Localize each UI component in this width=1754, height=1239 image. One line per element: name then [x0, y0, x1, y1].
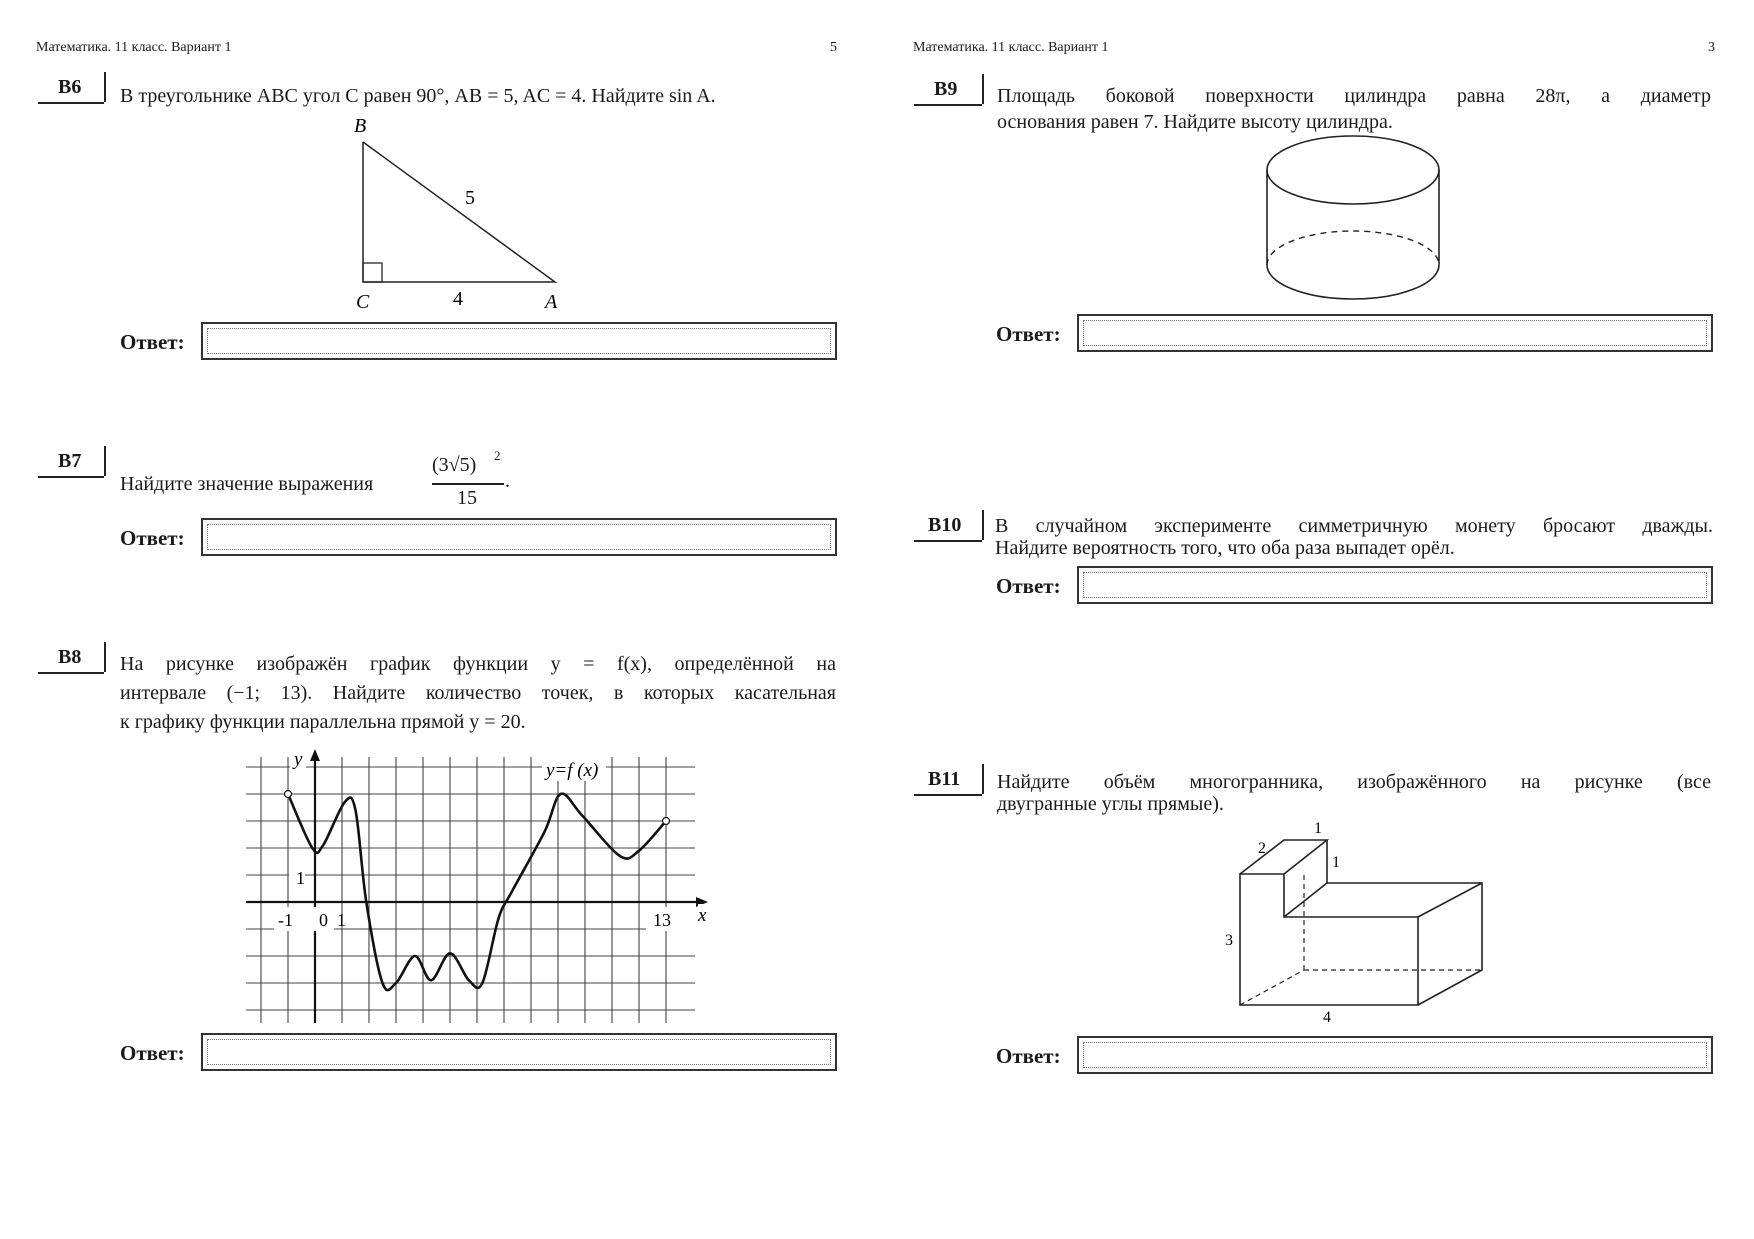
- left-page-header: Математика. 11 класс. Вариант 1: [36, 40, 232, 55]
- x-axis-label: x: [698, 905, 707, 926]
- task-number-b9: B9: [934, 78, 958, 100]
- edge-label-4: 4: [1323, 1009, 1331, 1026]
- answer-label-b11: Ответ:: [996, 1044, 1061, 1068]
- fraction-bar: [432, 483, 504, 485]
- edge-label-3: 3: [1225, 932, 1233, 949]
- task-text-b11-line2: двугранные углы прямые).: [997, 793, 1224, 815]
- right-page-header: Математика. 11 класс. Вариант 1: [913, 40, 1109, 55]
- task-text-b8-line1: На рисунке изображён график функции y = f(x), определённой на: [120, 653, 836, 675]
- task-text-b10-line2: Найдите вероятность того, что оба раза выпадет орёл.: [995, 537, 1455, 559]
- answer-box-b7[interactable]: [201, 518, 837, 556]
- endpoint-right: [663, 818, 670, 825]
- task-number-b7: B7: [58, 450, 82, 472]
- task-text-b8-line3: к графику функции параллельна прямой y = 20.: [120, 711, 526, 733]
- task-text-b11-line1: Найдите объём многогранника, изображённого на рисунке (все: [997, 771, 1711, 793]
- task-number-b8: B8: [58, 646, 82, 668]
- vertex-b-label: B: [354, 115, 367, 137]
- task-text-b7: Найдите значение выражения: [120, 473, 374, 495]
- task-number-b10: B10: [928, 514, 962, 536]
- task-number-b11: B11: [928, 768, 961, 790]
- task-text-b9-line1: Площадь боковой поверхности цилиндра равна 28π, а диаметр: [997, 85, 1711, 107]
- right-triangle-figure: [340, 110, 580, 315]
- fraction-exponent: 2: [494, 448, 501, 463]
- answer-label-b8: Ответ:: [120, 1041, 185, 1065]
- y-tick-one: 1: [296, 868, 305, 888]
- task-text-b8-line2: интервале (−1; 13). Найдите количество точек, в которых касательная: [120, 682, 836, 704]
- function-label: y=f (x): [546, 760, 599, 781]
- x-tick-thirteen: 13: [653, 910, 671, 930]
- x-tick-one: 1: [337, 910, 346, 930]
- hypotenuse-label: 5: [465, 187, 475, 209]
- answer-label-b6: Ответ:: [120, 330, 185, 354]
- answer-box-b9[interactable]: [1077, 314, 1713, 352]
- left-page-number: 5: [830, 40, 837, 55]
- task-text-b6: В треугольнике ABC угол C равен 90°, AB = 5, AC = 4. Найдите sin A.: [120, 85, 716, 107]
- answer-label-b7: Ответ:: [120, 526, 185, 550]
- edge-label-2: 2: [1258, 840, 1266, 857]
- fraction-denominator: 15: [457, 487, 477, 509]
- fraction-numerator: (3√5): [432, 454, 477, 476]
- endpoint-left: [285, 791, 292, 798]
- leg-label: 4: [453, 288, 463, 310]
- vertex-c-label: C: [356, 291, 370, 313]
- x-tick-minus-one: -1: [278, 910, 293, 930]
- task-text-b9-line2: основания равен 7. Найдите высоту цилиндра.: [997, 111, 1393, 133]
- cylinder-figure: [1260, 130, 1445, 310]
- edge-label-side-1: 1: [1332, 854, 1340, 871]
- vertex-a-label: A: [545, 291, 558, 313]
- function-graph: [240, 745, 720, 1030]
- right-page-number: 3: [1708, 40, 1715, 55]
- answer-box-b8[interactable]: [201, 1033, 837, 1071]
- task-text-b10-line1: В случайном эксперименте симметричную монету бросают дважды.: [995, 515, 1713, 537]
- answer-label-b9: Ответ:: [996, 322, 1061, 346]
- task-number-b6: B6: [58, 76, 82, 98]
- polyhedron-figure: [1220, 815, 1500, 1030]
- x-tick-zero: 0: [319, 910, 328, 930]
- answer-box-b11[interactable]: [1077, 1036, 1713, 1074]
- y-axis-label: y: [294, 749, 303, 770]
- answer-box-b6[interactable]: [201, 322, 837, 360]
- answer-box-b10[interactable]: [1077, 566, 1713, 604]
- edge-label-top-1: 1: [1314, 820, 1322, 837]
- answer-label-b10: Ответ:: [996, 574, 1061, 598]
